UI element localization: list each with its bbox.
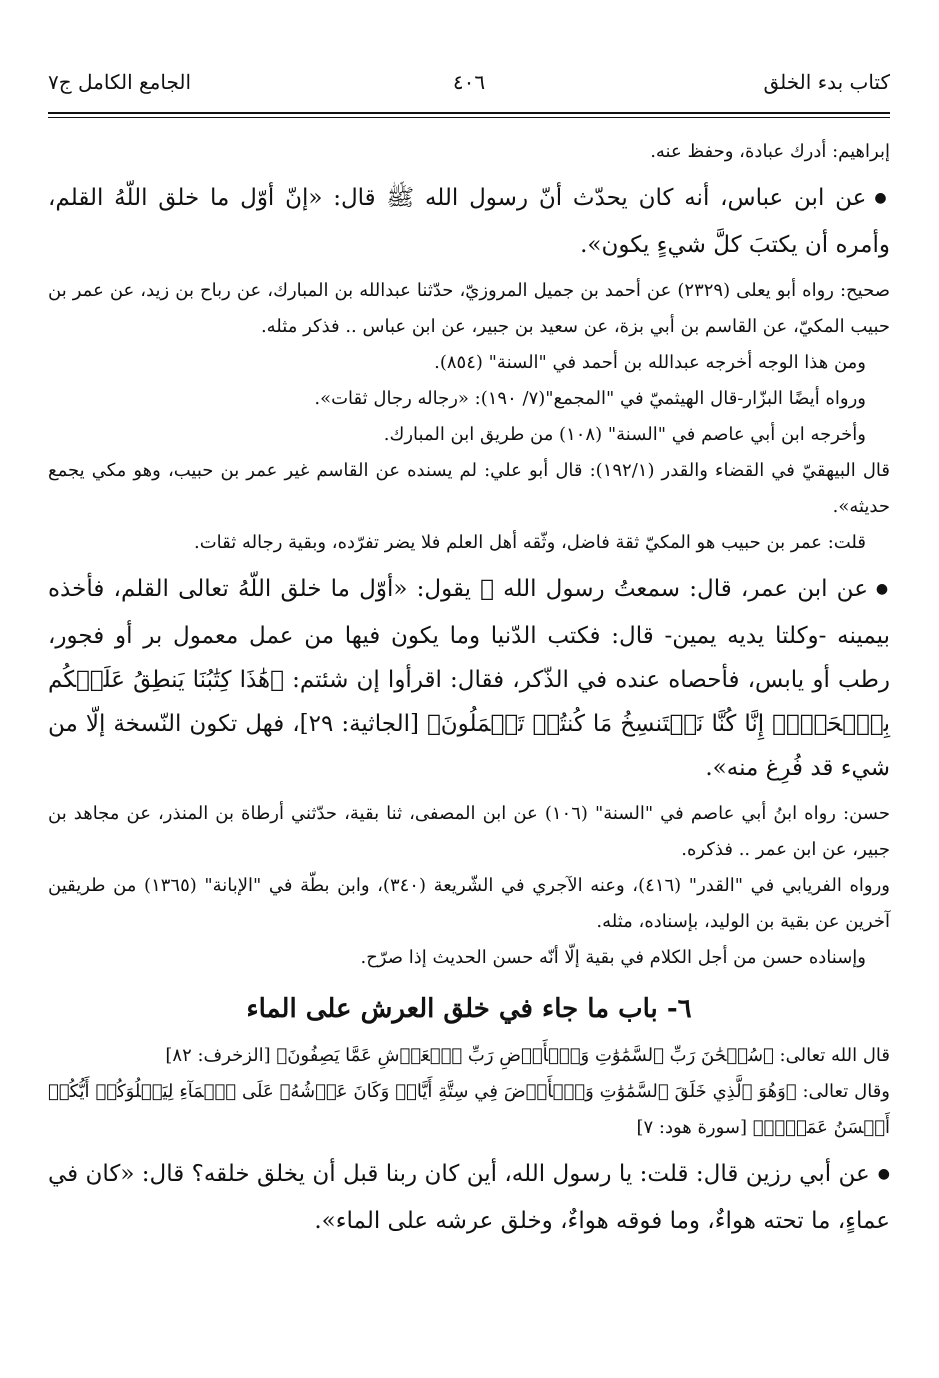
paragraph: صحيح: رواه أبو يعلى (٢٣٢٩) عن أحمد بن جميل المروزيّ، حدّثنا عبدالله بن المبارك، عن رباح بن زيد، عن عمر بن حبيب المكيّ، عن القاسم بن أبي بزة، عن سعيد بن جبير، عن ابن عباس .. فذكر مثله.	[48, 280, 890, 337]
paragraph: قال البيهقيّ في القضاء والقدر (١٩٢/١): قال أبو علي: لم يسنده عن القاسم غير عمر بن حبيب، وهو مكي يجمع حديثه».	[48, 460, 890, 517]
quran-verse: قال الله تعالى: ﴿سُبۡحَٰنَ رَبِّ ٱلسَّمَٰوَٰتِ وَٱلۡأَرۡضِ رَبِّ ٱلۡعَرۡشِ عَمَّا يَصِفُونَ﴾ [الزخرف: ٨٢]	[165, 1045, 890, 1066]
hadith-paragraph: ● عن ابن عمر، قال: سمعتُ رسول الله ﷺ يقول: «أوّل ما خلق اللّهُ تعالى القلم، فأخذه بيمينه -وكلتا يديه يمين- قال: فكتب الدّنيا وما يكون فيها من عمل معمول بر أو فجور، رطب أو يابس، فأحصاه عنده في الذّكر، فقال: اقرأوا إن شئتم: ﴿هَٰذَا كِتَٰبُنَا يَنطِقُ عَلَيۡكُم بِٱلۡحَقِّۚ إِنَّا كُنَّا نَسۡتَنسِخُ مَا كُنتُمۡ تَعۡمَلُونَ﴾ [الجاثية: ٢٩]، فهل تكون النّسخة إلّا من شيء قد فُرِغ منه».	[48, 567, 890, 790]
paragraph: وإسناده حسن من أجل الكلام في بقية إلّا أنّه حسن الحديث إذا صرّح.	[360, 947, 866, 968]
quran-verse: وقال تعالى: ﴿وَهُوَ ٱلَّذِي خَلَقَ ٱلسَّمَٰوَٰتِ وَٱلۡأَرۡضَ فِي سِتَّةِ أَيَّامٖ وَكَانَ عَرۡشُهُۥ عَلَى ٱلۡمَآءِ لِيَبۡلُوَكُمۡ أَيُّكُمۡ أَحۡسَنُ عَمَلٗاۗ﴾ [سورة هود: ٧]	[48, 1081, 890, 1138]
paragraph: إبراهيم: أدرك عبادة، وحفظ عنه.	[650, 141, 890, 162]
paragraph: ومن هذا الوجه أخرجه عبدالله بن أحمد في "السنة" (٨٥٤).	[434, 352, 866, 373]
paragraph: حسن: رواه ابنُ أبي عاصم في "السنة" (١٠٦) عن ابن المصفى، ثنا بقية، حدّثني أرطاة بن المنذر، عن مجاهد بن جبير، عن ابن عمر .. فذكره.	[48, 803, 890, 860]
header-book-section: كتاب بدء الخلق	[763, 70, 890, 94]
hadith-paragraph: ● عن ابن عباس، أنه كان يحدّث أنّ رسول الله ﷺ قال: «إنّ أوّل ما خلق اللّهُ القلم، وأمره أن يكتبَ كلَّ شيءٍ يكون».	[48, 176, 890, 267]
header-rule-thick	[48, 112, 890, 114]
paragraph: ورواه أيضًا البزّار-قال الهيثميّ في "المجمع"(٧/ ١٩٠): «رجاله رجال ثقات».	[314, 388, 866, 409]
paragraph: ورواه الفريابي في "القدر" (٤١٦)، وعنه الآجري في الشّريعة (٣٤٠)، وابن بطّة في "الإبانة" (١٣٦٥) من طريقين آخرين عن بقية بن الوليد، بإسناده، مثله.	[48, 875, 890, 932]
paragraph: قلت: عمر بن حبيب هو المكيّ ثقة فاضل، وثّقه أهل العلم فلا يضر تفرّده، وبقية رجاله ثقات.	[194, 532, 866, 553]
header-rule-thin	[48, 117, 890, 118]
header-book-title: الجامع الكامل ج٧	[48, 70, 192, 94]
paragraph: وأخرجه ابن أبي عاصم في "السنة" (١٠٨) من طريق ابن المبارك.	[383, 424, 866, 445]
page-body	[48, 134, 890, 1243]
chapter-title: ٦- باب ما جاء في خلق العرش على الماء	[246, 994, 692, 1024]
hadith-paragraph: ● عن أبي رزين قال: قلت: يا رسول الله، أين كان ربنا قبل أن يخلق خلقه؟ قال: «كان في عماءٍ، ما تحته هواءٌ، وما فوقه هواءٌ، وخلق عرشه على الماء».	[48, 1152, 890, 1243]
running-header	[48, 66, 890, 106]
page-number: ٤٠٦	[452, 70, 486, 94]
